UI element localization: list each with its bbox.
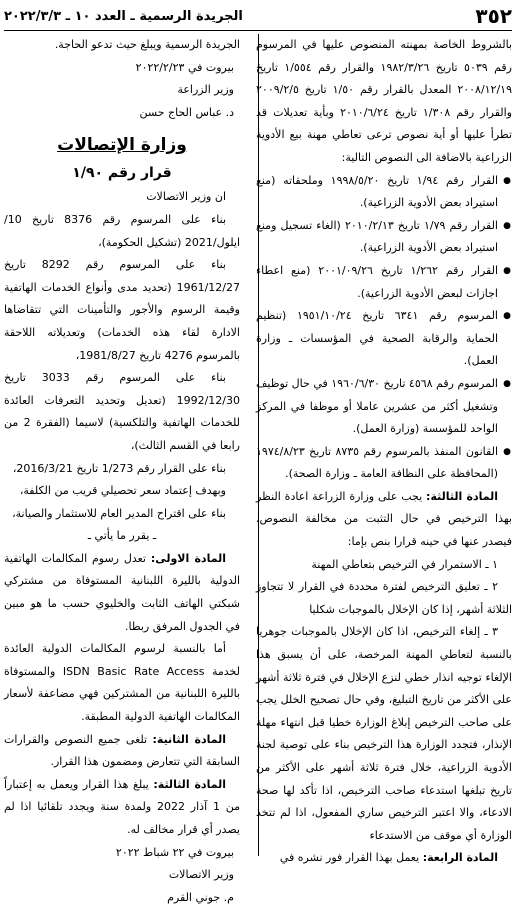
list-item: ● المرسوم رقم ٤٥٦٨ تاريخ ١٩٦٠/٦/٣٠ في حال توظيف وتشغيل أكثر من عشرين عاملا أو موظفا في المركز الواحد للمؤسسة (وزارة العمل). <box>256 373 512 441</box>
article-three <box>4 774 240 842</box>
article-text: تلغى جميع النصوص والقرارات السابقة التي تتعارض ومضمون هذا القرار. <box>4 732 240 769</box>
article-text: تعدل رسوم المكالمات الهاتفية الدولية بالليرة اللبنانية المستوفاة من مشتركي شبكتي الهاتف الثابت والخليوي حسب ما هو مبين في الجدول المرفق ربطا. <box>4 551 240 633</box>
recital: بناء على المرسوم رقم 3033 تاريخ 1992/12/30 (تعديل وتحديد التعرفات العائدة للخدمات الهاتفية والتلكسية) لاسيما (الفقرة 2 من رابعا في القسم الثالث)، <box>4 371 240 452</box>
continued-text: الجريدة الرسمية ويبلغ حيث تدعو الحاجة. <box>54 38 240 51</box>
signature-name: م. جوني القرم <box>167 890 234 904</box>
article-label: المادة الاولى: <box>150 551 226 565</box>
article-one-continued: أما بالنسبة لرسوم المكالمات الدولية العائدة لخدمة ISDN Basic Rate Access والمستوفاة بالليرة اللبنانية من المشتركين فهي مضاعفة لأسعار المكالمات الهاتفية الدولية المطبقة. <box>4 642 241 724</box>
signature-role: وزير الزراعة <box>177 83 234 97</box>
signature-name: د. عباس الحاج حسن <box>139 105 234 119</box>
decision-number: قرار رقم ١/٩٠ <box>72 165 172 182</box>
signature-place-date: بيروت في ٢٠٢٢/٢/٢٣ <box>135 60 234 74</box>
article-text: يعمل بهذا القرار فور نشره في <box>279 851 420 865</box>
right-column <box>255 34 512 865</box>
minister-intro: ان وزير الاتصالات <box>146 190 226 204</box>
article-two <box>4 729 240 774</box>
article-text: يبلغ هذا القرار ويعمل به إعتباراً من 1 آذار 2022 ولمدة سنة ويجدد تلقائيا اذا لم يصدر أي قرار مخالف له. <box>4 777 241 836</box>
intro-paragraph: بالشروط الخاصة بمهنته المنصوص عليها في المرسوم رقم ٥٠٣٩ تاريخ ١٩٨٢/٣/٢٦ والقرار رقم ١/٥٥٤ تاريخ ٢٠٠٨/١٢/١٩ المعدل بالقرار رقم ١/٥٠ تاريخ ٢٠٠٩/٢/٥ والقرار رقم ١/٣٠٨ تاريخ ٢٠١٠/٦/٢٤ وبأية تعديلات قد تطرأ عليها أو أية نصوص ترعى تعاطي مهنة بيع الأدوية الزراعية بالاضافة الى النصوص التالية: <box>256 38 512 164</box>
article-one <box>4 548 240 638</box>
option-three: ٣ ـ إلغاء الترخيص، اذا كان الإخلال بالموجبات جوهريا بالنسبة لتعاطي المهنة المرخصة، على أن يسبق هذا الإلغاء توجيه انذار خطي لنزع الإخلال في فترة ثلاثة أشهر على الأكثر من تاريخ التبليغ، وفي حال تصحيح الخلل يجب على صاحب الترخيص إبلاغ الوزارة خطيا قبل انتهاء مهلة الإنذار، فتجدد الوزارة هذا الترخيص بناء على توصية لجنة الأدوية الزراعية، خلال فترة ثلاثة أشهر على الأكثر من تاريخ تبلغها استدعاء صاحب الترخيص، اذا تأكد لها صحة الادعاء، والا اعتبر الترخيص ساري المفعول، اذا لم تتخذ الوزارة أي موقف من الاستدعاء <box>256 625 512 842</box>
ministry-heading: وزارة الإتصالات <box>57 135 187 156</box>
article-three <box>256 486 512 554</box>
recital: بناء على المرسوم رقم 8292 تاريخ 1961/12/27 (تحديد مدى وأنواع الخدمات الهاتفية وقيمة الرسوم والأجور والتأمينات التي تتقاضاها الادارة لقاء هذه الخدمات) وتعديلاته اللاحقة بالمرسوم 4276 تاريخ 1981/8/27، <box>4 258 240 362</box>
list-item: ● القانون المنفذ بالمرسوم رقم ٨٧٣٥ تاريخ ١٩٧٤/٨/٢٣ (المحافظة على النظافة العامة ـ وزارة الصحة). <box>256 441 512 486</box>
list-item: ● القرار رقم ١/٧٩ تاريخ ٢٠١٠/٢/١٣ (الغاء تسجيل ومنع استيراد بعض الأدوية الزراعية). <box>256 215 512 260</box>
left-column <box>4 34 241 904</box>
article-label: المادة الرابعة: <box>422 851 498 865</box>
recital: بناء على القرار رقم 1/273 تاريخ 2016/3/21، <box>12 461 226 475</box>
article-label: المادة الثالثة: <box>426 489 498 503</box>
recital: بناء على المرسوم رقم 8376 تاريخ 10/ايلول/2021 (تشكيل الحكومة)، <box>4 212 240 249</box>
recital: بناء على اقتراح المدير العام للاستثمار والصيانة، <box>12 506 226 520</box>
page-header <box>4 2 512 31</box>
article-label: المادة الثانية: <box>152 732 226 746</box>
article-four <box>256 847 512 870</box>
signature-role: وزير الاتصالات <box>168 868 234 882</box>
article-text: يجب على وزارة الزراعة اعادة النظر بهذا الترخيص في حال التثبت من مخالفة النصوص، فيصدر عنها في حينه قرارا بنص بإما: <box>256 489 512 549</box>
decides-line: ـ يقرر ما يأتي ـ <box>87 529 157 543</box>
list-item: ● المرسوم رقم ٦٣٤١ تاريخ ١٩٥١/١٠/٢٤ (تنظيم الحماية والرقابة الصحية في المؤسسات ـ وزارة العمل). <box>256 305 512 373</box>
signature-place-date: بيروت في ٢٢ شباط ٢٠٢٢ <box>115 845 234 859</box>
gazette-issue-info: الجريدة الرسمية ـ العدد ١٠ ـ ٢٠٢٢/٣/٣ <box>4 8 243 24</box>
list-item: ● القرار رقم ١/٢٦٢ تاريخ ٢٠٠١/٠٩/٢٦ (منع اعطاء اجازات لبعض الأدوية الزراعية). <box>256 260 512 305</box>
option-one: ١ ـ الاستمرار في الترخيص بتعاطي المهنة <box>311 557 498 571</box>
article-label: المادة الثالثة: <box>153 777 226 791</box>
recital: وبهدف إعتماد سعر تحصيلي قريب من الكلفة، <box>19 484 226 498</box>
list-item: ● القرار رقم ١/٩٤ تاريخ ١٩٩٨/٥/٢٠ وملحقاته (منع استيراد بعض الأدوية الزراعية). <box>256 170 512 215</box>
page-number: ٣٥٢ <box>475 4 512 28</box>
option-two: ٢ ـ تعليق الترخيص لفترة محددة في القرار لا تتجاوز الثلاثة أشهر، إذا كان الإخلال بالموجبات شكليا <box>256 580 512 616</box>
